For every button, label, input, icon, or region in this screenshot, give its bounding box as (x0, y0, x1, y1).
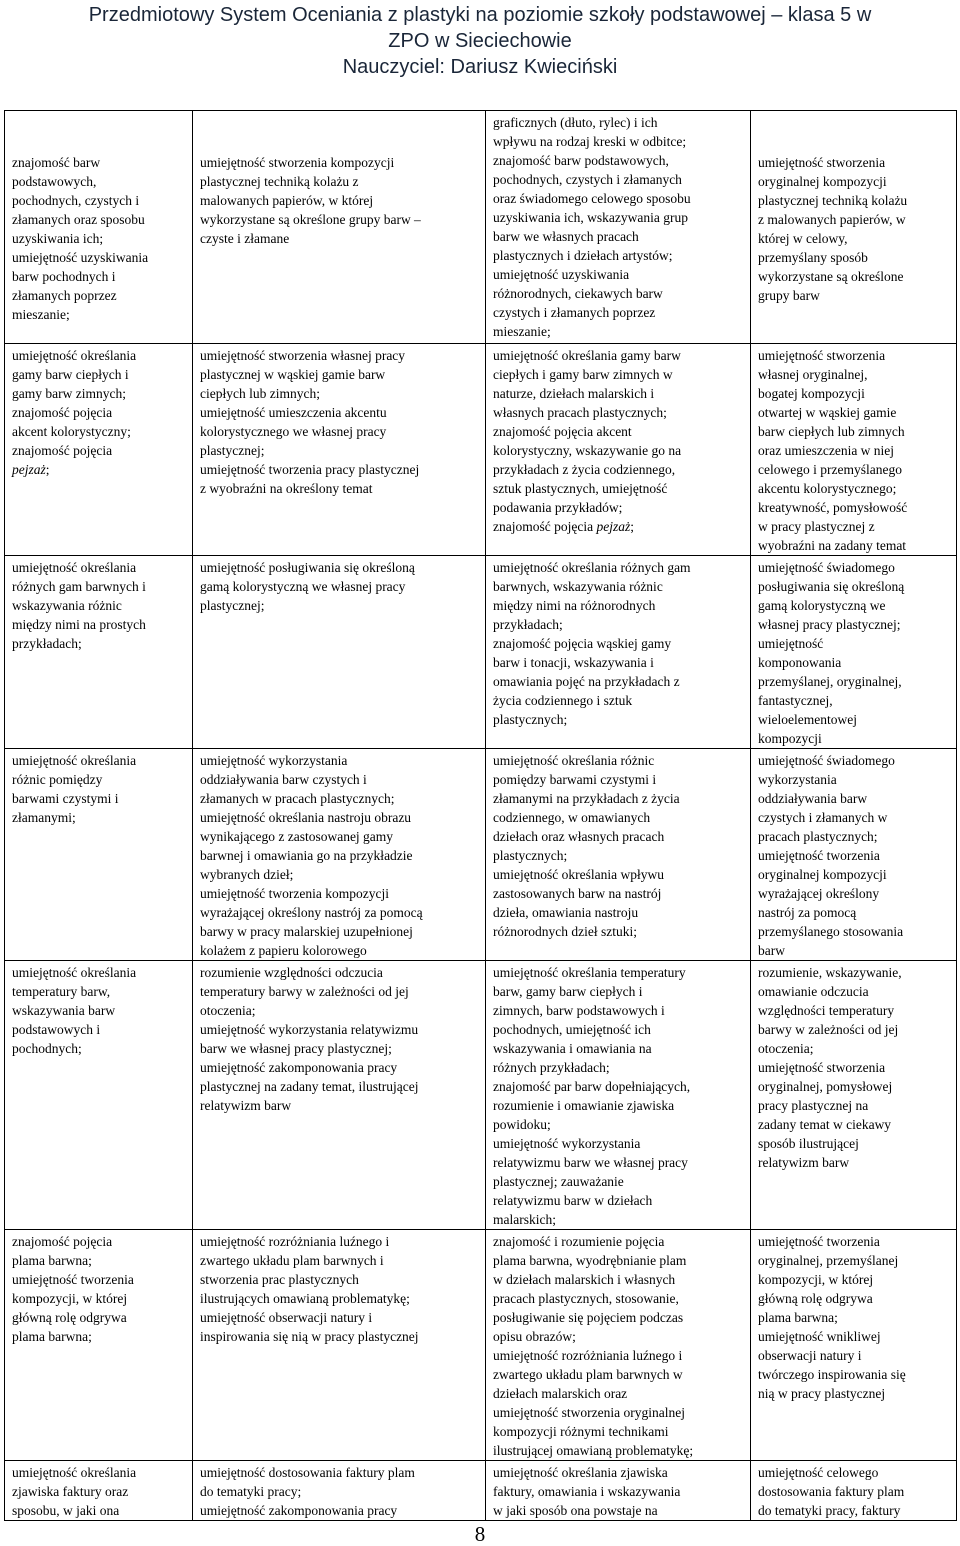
cell-text: umiejętność celowego dostosowania faktury plam do tematyki pracy, faktury (758, 1465, 905, 1518)
table-cell (486, 556, 751, 749)
cell-text: umiejętność dostosowania faktury plam do tematyki pracy; umiejętność zakomponowania pracy (200, 1465, 415, 1518)
cell-text: znajomość barw podstawowych, pochodnych, czystych i złamanych oraz sposobu uzyskiwania ich; umiejętność uzyskiwania barw pochodnych i złamanych poprzez mieszanie; (12, 155, 149, 322)
cell-text: umiejętność świadomego posługiwania się określoną gamą kolorystyczną we własnej pracy plastycznej; umiejętność komponowania przemyślanej, oryginalnej, fantastycznej, wieloelementowej kompozycji (758, 560, 905, 746)
table-cell (193, 749, 486, 961)
table-cell (5, 556, 193, 749)
table-cell (751, 111, 957, 344)
cell-text: umiejętność stworzenia własnej pracy plastycznej w wąskiej gamie barw ciepłych lub zimnych; umiejętność umieszczenia akcentu kolorystycznego we własnej pracy plastycznej; umiejętność tworzenia pracy plastycznej z wyobraźni na określony temat (200, 348, 420, 496)
table-row (5, 961, 957, 1230)
table-cell (751, 1461, 957, 1521)
table-cell (5, 344, 193, 556)
table-row (5, 1230, 957, 1461)
table-cell (193, 1461, 486, 1521)
page-number: 8 (474, 1522, 486, 1546)
table-cell (193, 556, 486, 749)
table-cell (751, 344, 957, 556)
header-title-line-2: ZPO w Sieciechowie (388, 30, 572, 52)
table-cell (751, 1230, 957, 1461)
table-cell (486, 961, 751, 1230)
header-title-line-1: Przedmiotowy System Oceniania z plastyki na poziomie szkoły podstawowej – klasa 5 w (88, 4, 872, 26)
cell-text: umiejętność tworzenia oryginalnej, przemyślanej kompozycji, w której główną rolę odgrywa plama barwna; umiejętność wnikliwej obserwacji natury i twórczego inspirowania się nią w pracy plastycznej (758, 1234, 906, 1401)
cell-text: umiejętność posługiwania się określoną gamą kolorystyczną we własnej pracy plastycznej; (200, 560, 415, 613)
cell-text-part: ; (45, 462, 50, 477)
table-cell (751, 961, 957, 1230)
cell-text: umiejętność świadomego wykorzystania oddziaływania barw czystych i złamanych w pracach plastycznych; umiejętność tworzenia oryginalnej kompozycji wyrażającej określony nastrój za pomocą przemyślanego stosowania barw (758, 753, 904, 958)
cell-text: umiejętność określania temperatury barw, wskazywania barw podstawowych i pochodnych; (12, 965, 137, 1056)
table-cell (486, 749, 751, 961)
cell-text: znajomość pojęcia plama barwna; umiejętność tworzenia kompozycji, w której główną rolę odgrywa plama barwna; (12, 1234, 134, 1344)
cell-text: znajomość i rozumienie pojęcia plama barwna, wyodrębnianie plam w dziełach malarskich i własnych pracach plastycznych, stosowanie, posługiwanie się pojęciem podczas opisu obrazów; umiejętność rozróżniania luźnego i zwartego układu plam barwnych w dziełach malarskich oraz umiejętność stworzenia oryginalnej kompozycji różnymi technikami ilustrującej omawianą problematykę; (493, 1234, 694, 1458)
table-cell (486, 1230, 751, 1461)
table-row (5, 344, 957, 556)
cell-text: umiejętność wykorzystania oddziaływania barw czystych i złamanych w pracach plastycznych; umiejętność określania nastroju obrazu wynikającego z zastosowanej gamy barwnej i omawiania go na przykładzie wybranych dzieł; umiejętność tworzenia kompozycji wyrażającej określony nastrój za pomocą barwy w pracy malarskiej uzupełnionej kolażem z papieru kolorowego (200, 753, 423, 958)
cell-text (493, 344, 743, 536)
cell-text: umiejętność określania zjawiska faktury oraz sposobu, w jaki ona (12, 1465, 137, 1518)
cell-text: umiejętność stworzenia własnej oryginalnej, bogatej kompozycji otwartej w wąskiej gamie barw ciepłych lub zimnych oraz umieszczenia w niej celowego i przemyślanego akcentu kolorystycznego; kreatywność, pomysłowość w pracy plastycznej z wyobraźni na zadany temat (758, 348, 908, 553)
cell-text-part: umiejętność określania gamy barw ciepłych i gamy barw zimnych; znajomość pojęcia akcent kolorystyczny; znajomość pojęcia (12, 348, 137, 458)
cell-text: umiejętność określania zjawiska faktury, omawiania i wskazywania w jaki sposób ona powstaje na (493, 1465, 681, 1518)
header-teacher-line: Nauczyciel: Dariusz Kwieciński (342, 56, 618, 78)
cell-text (12, 344, 185, 479)
cell-text: umiejętność stworzenia kompozycji plastycznej techniką kolażu z malowanych papierów, w której wykorzystane są określone grupy barw – czyste i złamane (200, 155, 421, 246)
table-cell (5, 749, 193, 961)
table-cell (5, 1230, 193, 1461)
table-cell (193, 344, 486, 556)
table-cell (193, 961, 486, 1230)
table-cell (486, 1461, 751, 1521)
table-row (5, 749, 957, 961)
cell-text: umiejętność określania różnych gam barwnych i wskazywania różnic między nimi na prostych przykładach; (12, 560, 146, 651)
cell-text-part: umiejętność określania gamy barw ciepłych i gamy barw zimnych w naturze, dziełach malarskich i własnych pracach plastycznych; znajomość pojęcia akcent kolorystyczny, wskazywanie go na przykładach z życia codziennego, sztuk plastycznych, umiejętność podawania przykładów; znajomość pojęcia (493, 348, 682, 534)
table-cell (486, 111, 751, 344)
cell-text: znajomość barw podstawowych, pochodnych, czystych i złamanych oraz świadomego celowego sposobu uzyskiwania ich, wskazywania grup barw we własnych pracach plastycznych i dziełach artystów; umiejętność uzyskiwania różnorodnych, ciekawych barw czystych i złamanych poprzez mieszanie; (493, 153, 691, 339)
italic-term: pejzaż (596, 519, 631, 534)
italic-term: pejzaż (12, 462, 46, 477)
table-cell (751, 749, 957, 961)
cell-text-part: ; (630, 519, 634, 534)
table-cell (751, 556, 957, 749)
cell-text: rozumienie, wskazywanie, omawianie odczucia względności temperatury barwy w zależności od jej otoczenia; umiejętność stworzenia oryginalnej, pomysłowej pracy plastycznej na zadany temat w ciekawy sposób ilustrującej relatywizm barw (758, 965, 902, 1170)
table-cell (193, 111, 486, 344)
cell-text: umiejętność określania różnic pomiędzy barwami czystymi i złamanymi na przykładach z życia codziennego, w omawianych dziełach oraz własnych pracach plastycznych; umiejętność określania wpływu zastosowanych barw na nastrój dzieła, omawiania nastroju różnorodnych dzieł sztuki; (493, 753, 680, 939)
cell-text: umiejętność rozróżniania luźnego i zwartego układu plam barwnych i stworzenia prac plastycznych ilustrujących omawianą problematykę; umiejętność obserwacji natury i inspirowania się nią w pracy plastycznej (200, 1234, 419, 1344)
cell-text: rozumienie względności odczucia temperatury barwy w zależności od jej otoczenia; umiejętność wykorzystania relatywizmu barw we własnej pracy plastycznej; umiejętność zakomponowania pracy plastycznej na zadany temat, ilustrującej relatywizm barw (200, 965, 419, 1113)
table-cell (5, 1461, 193, 1521)
cell-text: umiejętność określania różnic pomiędzy barwami czystymi i złamanymi; (12, 753, 137, 825)
grading-criteria-table (4, 110, 957, 1521)
table-row (5, 1461, 957, 1521)
table-cell (5, 961, 193, 1230)
table-cell (486, 344, 751, 556)
table-row (5, 111, 957, 344)
cell-text-lead: graficznych (dłuto, rylec) i ich wpływu na rodzaj kreski w odbitce; (493, 115, 687, 149)
table-cell (193, 1230, 486, 1461)
page-header (0, 2, 960, 80)
table-cell (5, 111, 193, 344)
table-row (5, 556, 957, 749)
cell-text: umiejętność określania różnych gam barwnych, wskazywania różnic między nimi na różnorodnych przykładach; znajomość pojęcia wąskiej gamy barw i tonacji, wskazywania i omawiania pojęć na przykładach z życia codziennego i sztuk plastycznych; (493, 560, 691, 727)
cell-text: umiejętność określania temperatury barw, gamy barw ciepłych i zimnych, barw podstawowych i pochodnych, umiejętność ich wskazywania i omawiania na różnych przykładach; znajomość par barw dopełniających, rozumienie i omawianie zjawiska powidoku; umiejętność wykorzystania relatywizmu barw we własnej pracy plastycznej; zauważanie relatywizmu barw w dziełach malarskich; (493, 965, 691, 1227)
cell-text: umiejętność stworzenia oryginalnej kompozycji plastycznej techniką kolażu z malowanych papierów, w której w celowy, przemyślany sposób wykorzystane są określone grupy barw (758, 155, 908, 303)
